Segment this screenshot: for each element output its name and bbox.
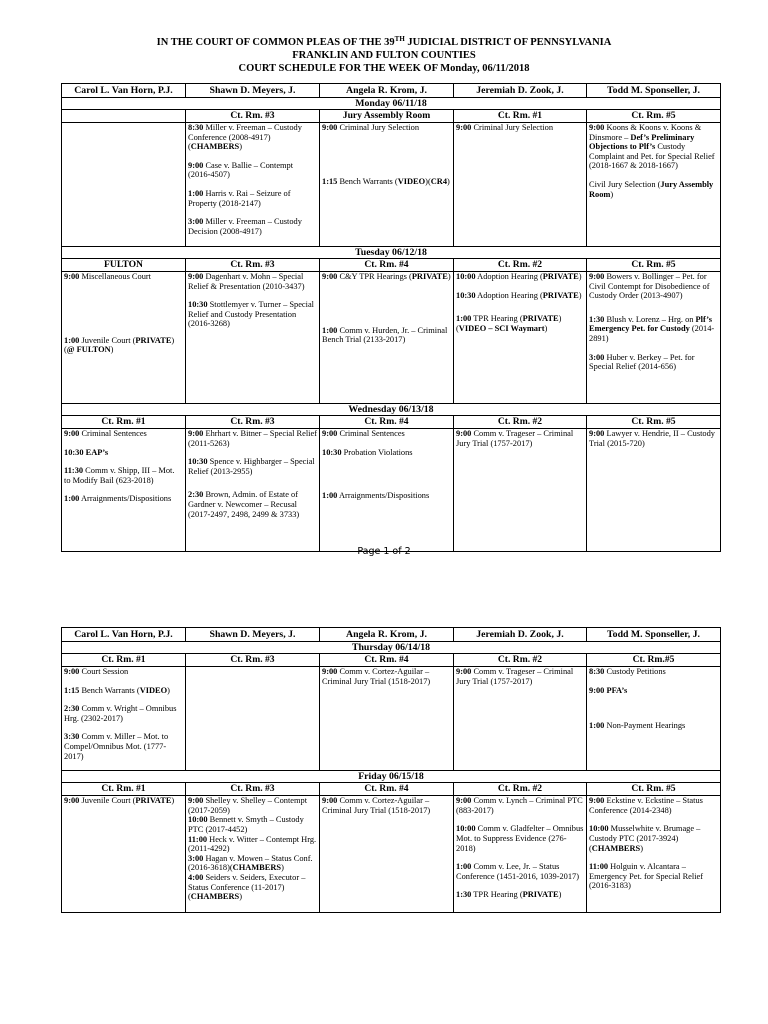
schedule-entry: [188, 873, 317, 902]
entry-time: 1:00: [64, 335, 80, 345]
entry-text: ): [610, 189, 614, 199]
schedule-entry: [188, 189, 317, 208]
room-label: Ct. Rm. #3: [186, 110, 320, 123]
entry-text: Koons & Koons v. Koons & Dinsmore –: [589, 123, 702, 142]
entry-text: Miller v. Freeman – Custody Conference (2008-4917)(: [188, 123, 302, 152]
schedule-cell: [454, 429, 587, 552]
entry-text: )(: [425, 176, 431, 186]
entry-emphasis: CHAMBERS: [190, 142, 240, 152]
entry-text: ): [239, 142, 242, 152]
schedule-entry: [589, 353, 718, 372]
entry-time: 10:00: [188, 815, 208, 825]
entry-emphasis: PRIVATE: [542, 272, 579, 281]
schedule-cell: [62, 429, 186, 552]
schedule-cell: [62, 796, 186, 913]
entry-text: Criminal Sentences: [337, 429, 405, 438]
entry-time: 1:00: [322, 491, 338, 501]
schedule-entry: [188, 457, 317, 476]
entry-text: Spence v. Highbarger – Special Relief (2013-2955): [188, 457, 315, 476]
schedule-cell: [587, 123, 721, 247]
schedule-entry: [589, 862, 718, 891]
room-label: Ct. Rm. #3: [186, 654, 320, 667]
schedule-entry: [188, 300, 317, 329]
day-label: Thursday 06/14/18: [62, 642, 721, 654]
header-counties-line: FRANKLIN AND FULTON COUNTIES: [292, 50, 476, 61]
entry-text: TPR Hearing (: [471, 314, 523, 324]
entry-text: TPR Hearing (: [471, 890, 523, 900]
page-number: Page 1 of 2: [357, 546, 411, 557]
schedule-cell: [454, 272, 587, 404]
schedule-cell: [587, 796, 721, 913]
entry-text: ): [558, 890, 562, 900]
entry-time: 9:00: [456, 667, 472, 676]
entry-time: 9:00: [188, 272, 204, 281]
room-label: FULTON: [62, 259, 186, 272]
entry-text: ): [447, 176, 450, 186]
schedule-cell: [320, 667, 454, 771]
judge-zook: Jeremiah D. Zook, J.: [454, 84, 587, 98]
entry-time: 10:00: [456, 272, 476, 281]
schedule-entry: [589, 272, 718, 301]
room-label: Ct. Rm. #4: [320, 416, 454, 429]
schedule-entry: [322, 491, 451, 501]
entry-time: 9:00: [322, 272, 338, 281]
entry-emphasis: Plf’s Emergency Pet. for Custody: [589, 314, 712, 334]
entry-time: 1:30: [589, 314, 605, 324]
entry-text: Bennett v. Smyth – Custody PTC (2017-4452): [188, 815, 304, 834]
room-label: Ct. Rm.#5: [587, 654, 721, 667]
entry-time: 1:15: [322, 176, 338, 186]
schedule-entry: [188, 272, 317, 291]
entry-text: Comm v. Cortez-Aguilar – Criminal Jury Trial (1518-2017): [322, 667, 431, 686]
entry-text: Bowers v. Bollinger – Pet. for Civil Contempt for Disobedience of Custody Order (2013-4907): [589, 272, 710, 301]
schedule-entry: [456, 123, 584, 133]
schedule-entry: [188, 161, 317, 180]
schedule-cell: [186, 667, 320, 771]
entry-text: Case v. Ballie – Contempt (2016-4507): [188, 160, 294, 180]
schedule-entry: [322, 429, 451, 439]
schedule-entry: [64, 494, 183, 504]
judge-zook: Jeremiah D. Zook, J.: [454, 628, 587, 642]
room-label: Ct. Rm. #5: [587, 110, 721, 123]
entry-time: 1:15: [64, 685, 80, 695]
entry-text: Comm v. Wright – Omnibus Hrg. (2302-2017): [64, 704, 177, 723]
entry-emphasis: CHAMBERS: [591, 843, 641, 853]
entry-time: 9:00: [456, 796, 472, 806]
day-row-tuesday: [62, 247, 721, 259]
schedule-entry: [64, 272, 183, 282]
room-row-monday: [62, 110, 721, 123]
schedule-cell: [186, 796, 320, 913]
schedule-cell: [587, 667, 721, 771]
schedule-cell: [186, 429, 320, 552]
schedule-entry: [589, 686, 718, 696]
schedule-entry: [456, 796, 584, 815]
schedule-cell: [186, 123, 320, 247]
entries-row-tuesday: [62, 272, 721, 404]
entry-time: 3:00: [188, 217, 204, 227]
entries-row-wednesday: [62, 429, 721, 552]
entry-time: 1:00: [456, 314, 472, 324]
room-row-wednesday: [62, 416, 721, 429]
entry-time: 10:30: [322, 447, 342, 457]
room-label: Ct. Rm. #3: [186, 259, 320, 272]
entry-text: Hagan v. Mowen – Status Conf. (2016-3618)(: [188, 853, 313, 873]
entry-text: ): [239, 892, 242, 902]
entry-text: ): [281, 863, 284, 873]
entries-row-friday: [62, 796, 721, 913]
room-label: Ct. Rm. #4: [320, 783, 454, 796]
entry-text: Bench Warrants (: [79, 685, 140, 695]
entry-time: 9:00: [64, 429, 80, 438]
entry-emphasis: VIDEO – SCI Waymart: [458, 323, 545, 333]
schedule-entry: [322, 326, 451, 345]
schedule-cell: [454, 123, 587, 247]
entry-text: Shelley v. Shelley – Contempt (2017-2059): [188, 796, 308, 815]
schedule-entry: [456, 429, 584, 448]
schedule-entry: [64, 336, 183, 355]
entry-time: 9:00: [188, 796, 204, 806]
day-label: Monday 06/11/18: [62, 98, 721, 110]
entry-time: 4:00: [188, 872, 204, 882]
room-label: Ct. Rm. #5: [587, 783, 721, 796]
entry-emphasis: CHAMBERS: [232, 863, 282, 873]
schedule-entry: [64, 466, 183, 485]
schedule-entry: [589, 429, 718, 448]
entry-text: Probation Violations: [341, 447, 413, 457]
entry-emphasis: PRIVATE: [135, 335, 172, 345]
day-label: Tuesday 06/12/18: [62, 247, 721, 259]
header-schedule-line: COURT SCHEDULE FOR THE WEEK OF Monday, 06/11/2018: [238, 63, 530, 74]
schedule-entry: [64, 429, 183, 439]
entry-emphasis: Def’s Preliminary Objections to Plf’s: [589, 132, 695, 152]
entry-emphasis: EAP’s: [85, 447, 109, 457]
entry-emphasis: CR4: [430, 176, 448, 186]
entry-time: 10:30: [188, 300, 208, 310]
entry-text: Comm v. Miller – Mot. to Compel/Omnibus Mot. (1777-2017): [64, 732, 169, 761]
schedule-entry: [188, 815, 317, 834]
entry-time: 3:00: [188, 853, 204, 863]
entry-text: Blush v. Lorenz – Hrg. on: [604, 314, 696, 324]
entry-time: 9:00: [589, 272, 605, 281]
entry-text: Miscellaneous Court: [79, 272, 152, 281]
schedule-entry: [64, 667, 183, 677]
entry-text: Seiders v. Seiders, Executor – Status Conference (11-2017)(: [188, 872, 306, 902]
entry-text: ): [578, 290, 582, 300]
judge-sponseller: Todd M. Sponseller, J.: [587, 84, 721, 98]
room-label: Ct. Rm. #4: [320, 654, 454, 667]
schedule-entry: [188, 796, 317, 815]
room-label: Ct. Rm. #1: [454, 110, 587, 123]
schedule-entry: [456, 314, 584, 333]
day-row-friday: [62, 771, 721, 783]
schedule-cell: [62, 272, 186, 404]
schedule-cell: [186, 272, 320, 404]
schedule-table-page2: [61, 627, 721, 913]
entry-text: Dagenhart v. Mohn – Special Relief & Presentation (2010-3437): [188, 272, 305, 291]
entry-text: Criminal Jury Selection: [471, 123, 554, 132]
entry-text: Holguin v. Alcantara – Emergency Pet. for Special Relief (2016-3183): [589, 862, 704, 891]
entry-time: 9:00: [322, 429, 338, 438]
entry-time: 10:30: [456, 290, 476, 300]
entry-text: ): [110, 345, 114, 355]
entry-text: )(: [456, 314, 562, 333]
entry-time: 9:00: [188, 429, 204, 438]
entry-text: ): [544, 323, 548, 333]
entry-text: C&Y TPR Hearings (: [337, 272, 412, 281]
entry-time: 10:30: [188, 457, 208, 467]
room-row-tuesday: [62, 259, 721, 272]
entry-text: ): [578, 272, 582, 281]
schedule-cell: [62, 667, 186, 771]
entry-text: Stottlemyer v. Turner – Special Relief and Custody Presentation (2016-3268): [188, 300, 315, 329]
entry-time: 10:00: [456, 824, 476, 834]
room-label: Ct. Rm. #3: [186, 783, 320, 796]
entry-text: Comm v. Trageser – Criminal Jury Trial (1757-2017): [456, 667, 574, 686]
schedule-cell: [320, 429, 454, 552]
room-label: [62, 110, 186, 123]
day-row-monday: [62, 98, 721, 110]
schedule-entry: [589, 721, 718, 731]
entry-time: 9:00: [188, 160, 204, 170]
schedule-cell: [454, 796, 587, 913]
room-label: Ct. Rm. #2: [454, 654, 587, 667]
schedule-entry: [322, 667, 451, 686]
entry-text: Lawyer v. Hendrie, II – Custody Trial (2015-720): [589, 429, 715, 448]
entry-text: Arraignments/Dispositions: [337, 491, 430, 501]
entry-emphasis: PFA’s: [606, 685, 628, 695]
entry-text: Huber v. Berkey – Pet. for Special Relief (2014-656): [589, 352, 695, 372]
judge-sponseller: Todd M. Sponseller, J.: [587, 628, 721, 642]
schedule-entry: [188, 835, 317, 854]
judge-krom: Angela R. Krom, J.: [320, 628, 454, 642]
entry-time: 9:00: [456, 123, 472, 132]
court-header: [0, 36, 768, 75]
schedule-table-page1: [61, 83, 721, 552]
room-label: Ct. Rm. #2: [454, 416, 587, 429]
entry-text: Heck v. Witter – Contempt Hrg. (2011-4292): [188, 834, 317, 854]
entry-time: 10:30: [64, 447, 84, 457]
schedule-cell: [587, 429, 721, 552]
schedule-entry: [64, 448, 183, 458]
judge-meyers: Shawn D. Meyers, J.: [186, 84, 320, 98]
entry-text: Civil Jury Selection (: [589, 179, 661, 189]
schedule-entry: [322, 448, 451, 458]
room-label: Jury Assembly Room: [320, 110, 454, 123]
schedule-entry: [188, 123, 317, 152]
entry-text: Adoption Hearing (: [475, 290, 543, 300]
room-label: Ct. Rm. #3: [186, 416, 320, 429]
day-label: Wednesday 06/13/18: [62, 404, 721, 416]
entry-text: Criminal Sentences: [79, 429, 147, 438]
room-label: Ct. Rm. #2: [454, 783, 587, 796]
entry-text: )(: [64, 335, 175, 355]
entry-time: 9:00: [589, 685, 605, 695]
entry-text: Comm v. Shipp, III – Mot. to Modify Bail (623-2018): [64, 466, 175, 485]
schedule-entry: [456, 272, 584, 282]
judge-krom: Angela R. Krom, J.: [320, 84, 454, 98]
entry-time: 1:00: [589, 721, 605, 731]
schedule-entry: [589, 796, 718, 815]
room-label: Ct. Rm. #4: [320, 259, 454, 272]
schedule-entry: [322, 796, 451, 815]
entry-time: 9:00: [322, 123, 338, 132]
entry-time: 9:00: [589, 429, 605, 438]
room-row-friday: [62, 783, 721, 796]
schedule-entry: [64, 732, 183, 761]
schedule-cell: [320, 272, 454, 404]
entry-emphasis: VIDEO: [139, 685, 168, 695]
entry-emphasis: CHAMBERS: [190, 892, 240, 902]
schedule-entry: [322, 272, 451, 282]
room-label: Ct. Rm. #2: [454, 259, 587, 272]
entry-time: 11:30: [64, 466, 84, 476]
entry-emphasis: PRIVATE: [411, 272, 448, 281]
room-label: Ct. Rm. #1: [62, 654, 186, 667]
entry-emphasis: PRIVATE: [135, 796, 172, 806]
schedule-entry: [456, 291, 584, 301]
schedule-entry: [456, 824, 584, 853]
header-court-line: IN THE COURT OF COMMON PLEAS OF THE 39TH JUDICIAL DISTRICT OF PENNSYLVANIA: [156, 35, 612, 48]
schedule-entry: [456, 862, 584, 881]
entry-emphasis: PRIVATE: [522, 890, 559, 900]
entry-time: 2:30: [188, 490, 204, 500]
entry-text: Custody Petitions: [604, 667, 666, 676]
schedule-entry: [188, 854, 317, 873]
room-label: Ct. Rm. #1: [62, 416, 186, 429]
judge-header-row: [62, 84, 721, 98]
entry-text: Bench Warrants (: [337, 176, 398, 186]
entry-time: 1:00: [188, 188, 204, 198]
entry-text: Non-Payment Hearings: [604, 721, 686, 731]
entry-emphasis: @ FULTON: [66, 345, 111, 355]
entry-text: ): [640, 843, 643, 853]
entry-text: ): [171, 796, 175, 806]
judge-van-horn: Carol L. Van Horn, P.J.: [62, 628, 186, 642]
judge-van-horn: Carol L. Van Horn, P.J.: [62, 84, 186, 98]
entry-time: 9:00: [64, 272, 80, 281]
entry-time: 3:00: [589, 352, 605, 362]
entry-emphasis: Jury Assembly Room: [589, 179, 714, 199]
room-label: Ct. Rm. #1: [62, 783, 186, 796]
schedule-entry: [188, 217, 317, 236]
entry-emphasis: PRIVATE: [542, 290, 579, 300]
entry-text: Comm v. Gladfelter – Omnibus Mot. to Suppress Evidence (276-2018): [456, 824, 584, 853]
judge-meyers: Shawn D. Meyers, J.: [186, 628, 320, 642]
room-label: Ct. Rm. #5: [587, 259, 721, 272]
entry-time: 9:00: [589, 123, 605, 132]
day-row-thursday: [62, 642, 721, 654]
entry-time: 11:00: [589, 862, 609, 872]
entries-row-monday: [62, 123, 721, 247]
schedule-entry: [188, 429, 317, 448]
schedule-cell: [454, 667, 587, 771]
schedule-entry: [188, 490, 317, 519]
entry-time: 1:00: [456, 862, 472, 872]
entry-time: 1:30: [456, 890, 472, 900]
entry-text: Juvenile Court (: [79, 335, 136, 345]
schedule-entry: [589, 180, 718, 199]
entry-time: 9:00: [456, 429, 472, 438]
entry-text: Adoption Hearing (: [475, 272, 543, 281]
entry-time: 9:00: [322, 796, 338, 806]
schedule-entry: [64, 686, 183, 696]
entry-text: Harris v. Rai – Seizure of Property (2018-2147): [188, 188, 291, 208]
schedule-cell: [320, 123, 454, 247]
day-row-wednesday: [62, 404, 721, 416]
entry-time: 8:30: [589, 667, 605, 676]
schedule-entry: [456, 667, 584, 686]
entries-row-thursday: [62, 667, 721, 771]
entry-text: Comm v. Lee, Jr. – Status Conference (1451-2016, 1039-2017): [456, 862, 580, 881]
schedule-entry: [322, 123, 451, 133]
schedule-entry: [589, 123, 718, 171]
schedule-cell: [320, 796, 454, 913]
entry-text: Criminal Jury Selection: [337, 123, 420, 132]
schedule-cell: [587, 272, 721, 404]
entry-text: Ehrhart v. Bitner – Special Relief (2011-5263): [188, 429, 318, 448]
schedule-entry: [589, 315, 718, 344]
schedule-entry: [456, 890, 584, 900]
entry-time: 8:30: [188, 123, 204, 132]
entry-time: 9:00: [589, 796, 605, 806]
entry-emphasis: VIDEO: [397, 176, 426, 186]
entry-text: Miller v. Freeman – Custody Decision (2008-4917): [188, 217, 302, 236]
entry-time: 10:00: [589, 824, 609, 834]
entry-time: 9:00: [322, 667, 338, 676]
entry-text: Juvenile Court (: [79, 796, 136, 806]
entry-text: Eckstine v. Eckstine – Status Conference (2014-2348): [589, 796, 703, 815]
entry-text: Comm v. Trageser – Criminal Jury Trial (1757-2017): [456, 429, 574, 448]
entry-text: ): [447, 272, 451, 281]
entry-time: 11:00: [188, 834, 208, 844]
entry-text: (2014-2891): [589, 324, 715, 343]
entry-text: Custody Complaint and Pet. for Special Relief (2018-1667 & 2018-1667): [589, 142, 715, 171]
room-row-thursday: [62, 654, 721, 667]
room-label: Ct. Rm. #5: [587, 416, 721, 429]
day-label: Friday 06/15/18: [62, 771, 721, 783]
schedule-entry: [589, 824, 718, 853]
entry-text: Comm v. Cortez-Aguilar – Criminal Jury Trial (1518-2017): [322, 796, 431, 815]
entry-time: 9:00: [64, 667, 80, 676]
entry-text: Comm v. Lynch – Criminal PTC (883-2017): [456, 796, 583, 815]
entry-time: 1:00: [64, 494, 80, 504]
entry-time: 1:00: [322, 325, 338, 335]
schedule-entry: [64, 796, 183, 806]
schedule-entry: [589, 667, 718, 677]
schedule-entry: [64, 704, 183, 723]
entry-text: Comm v. Hurden, Jr. – Criminal Bench Trial (2133-2017): [322, 325, 448, 345]
entry-text: ): [167, 685, 170, 695]
schedule-cell: [62, 123, 186, 247]
entry-text: Musselwhite v. Brumage – Custody PTC (2017-3924)(: [589, 824, 701, 853]
entry-text: Brown, Admin. of Estate of Gardner v. Newcomer – Recusal (2017-2497, 2498, 2499 & 3733): [188, 490, 300, 519]
entry-emphasis: PRIVATE: [522, 314, 559, 324]
judge-header-row: [62, 628, 721, 642]
entry-text: Arraignments/Dispositions: [79, 494, 172, 504]
entry-time: 9:00: [64, 796, 80, 806]
entry-time: 3:30: [64, 732, 80, 742]
entry-time: 2:30: [64, 704, 80, 714]
entry-text: Court Session: [79, 667, 129, 676]
schedule-entry: [322, 177, 451, 187]
